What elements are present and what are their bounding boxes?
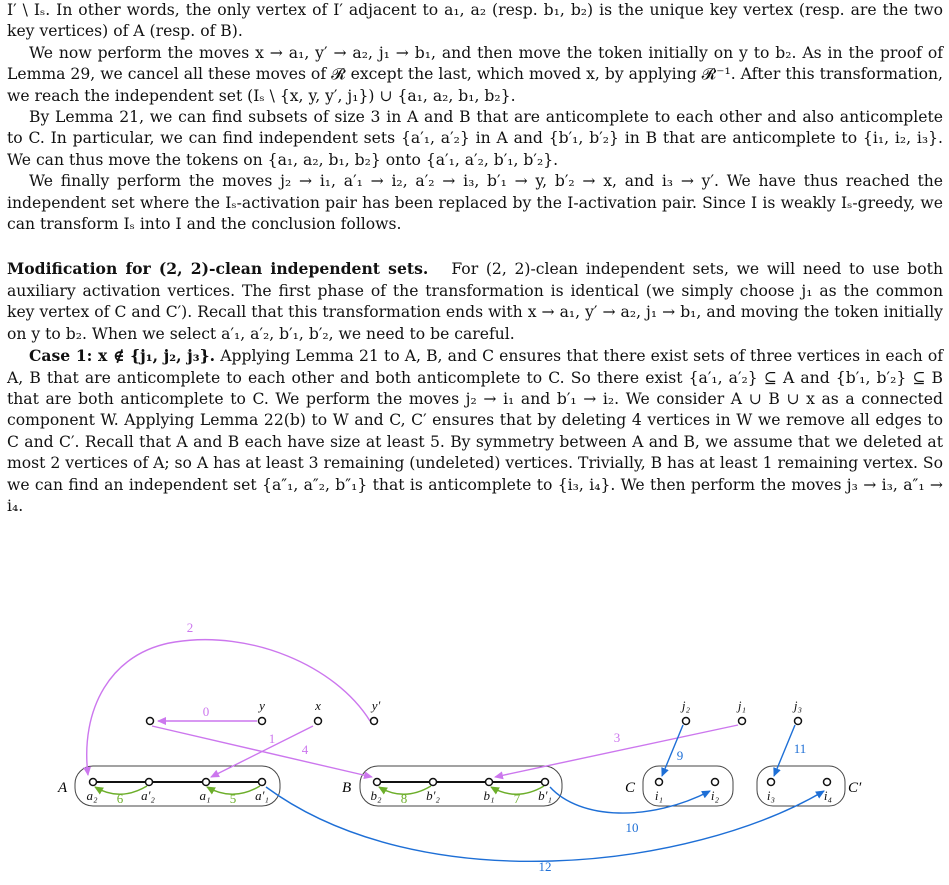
transformation-figure [0, 570, 949, 880]
label-b1: b₁ [483, 788, 495, 803]
paragraph-final-moves: We finally perform the moves j₂ → i₁, a′₁ → i₂, a′₂ → i₃, b′₁ → y, b′₂ → x, and i₃ → y′. We have thus reached the independent set where the Iₛ-activation pair has been replaced by the I-activation pair. Since I is weakly Iₛ-greedy, we can transform Iₛ into I and the conclusion follows. [7, 172, 943, 234]
group-label-Cprime: C′ [848, 780, 862, 796]
label-i2: i₂ [710, 788, 720, 803]
label-j1: j₁ [737, 698, 747, 713]
vertex-i4 [824, 779, 831, 786]
paragraph-moves: We now perform the moves x → a₁, y′ → a₂, j₁ → b₁, and then move the token initially on y to b₂. As in the proof of Lemma 29, we cancel all these moves of 𝓡 except the last, which moved x, by applying 𝓡⁻¹. After this transformation, we reach the independent set (Iₛ \ {x, y, y′, j₁}) ∪ {a₁, a₂, b₁, b₂}. [7, 43, 943, 105]
label-i1: i₁ [654, 788, 664, 803]
vertex-a2prime [146, 779, 153, 786]
vertex-x [315, 718, 322, 725]
label-a1prime: a′₁ [255, 788, 269, 803]
move-label-5: 5 [229, 791, 237, 806]
paragraph-modification [7, 258, 943, 345]
vertex-b1prime [542, 779, 549, 786]
move-label-11: 11 [793, 741, 807, 756]
label-i4: i₄ [823, 788, 833, 803]
move-label-10: 10 [625, 820, 639, 835]
modification-heading: Modification for (2, 2)-clean independent sets. [7, 259, 429, 279]
move-label-7: 7 [513, 791, 521, 806]
vertex-y-dangling [147, 718, 154, 725]
vertex-a2 [90, 779, 97, 786]
label-y: y [259, 698, 265, 713]
label-b1prime: b′₁ [538, 788, 552, 803]
vertices [90, 718, 831, 786]
move-label-6: 6 [116, 791, 124, 806]
vertex-i1 [656, 779, 663, 786]
move-label-1: 1 [268, 731, 276, 746]
move-label-4: 4 [301, 742, 309, 757]
move-label-12: 12 [538, 859, 552, 874]
paragraph-lemma21: By Lemma 21, we can find subsets of size 3 in A and B that are anticomplete to each other and also anticomplete to C. In particular, we can find independent sets {a′₁, a′₂} in A and {b′₁, b′₂} in B that are anticomplete to {i₁, i₂, i₃}. We can thus move the tokens on {a₁, a₂, b₁, b₂} onto {a′₁, a′₂, b′₁, b′₂}. [7, 108, 943, 169]
vertex-j2 [683, 718, 690, 725]
move-label-3: 3 [613, 730, 621, 745]
label-a1: a₁ [199, 788, 211, 803]
group-label-B: B [342, 780, 352, 796]
paragraph-case1 [7, 345, 943, 517]
group-label-C: C [625, 780, 636, 796]
label-x: x [315, 698, 321, 713]
move-label-9: 9 [676, 748, 684, 763]
vertex-b2 [374, 779, 381, 786]
label-i3: i₃ [766, 788, 776, 803]
vertex-y [259, 718, 266, 725]
case1-heading: Case 1: x ∉ {j₁, j₂, j₃}. [29, 346, 216, 366]
vertex-j1 [739, 718, 746, 725]
label-b2: b₂ [370, 788, 382, 803]
case1-text: Applying Lemma 21 to A, B, and C ensures that there exist sets of three vertices in each of A, B that are anticomplete to each other and both anticomplete to C. So there exist {a′₁, a′₂} ⊆ A and {b′₁, b′₂} ⊆ B that are both anticomplete to C. We perform the moves j₂ → i₁ and b′₁ → i₂. We consider A ∪ B ∪ x as a connected component W. Applying Lemma 22(b) to W and C, C′ ensures that by deleting 4 vertices in W we remove all edges to C and C′. Recall that A and B each have size at least 5. By symmetry between A and B, we assume that we deleted at most 2 vertices of A; so A has at least 3 remaining (undeleted) vertices. Trivially, B has at least 1 remaining vertex. So we can find an independent set {a″₁, a″₂, b″₁} that is anticomplete to {i₃, i₄}. We then perform the moves j₃ → i₃, a″₁ → i₄. [7, 347, 943, 515]
arrow-move-4 [152, 726, 372, 777]
group-label-A: A [58, 780, 68, 796]
group-box-B [360, 766, 562, 806]
vertex-i2 [712, 779, 719, 786]
vertex-b2prime [430, 779, 437, 786]
label-b2prime: b′₂ [426, 788, 440, 803]
modification-text: For (2, 2)-clean independent sets, we will need to use both auxiliary activation vertices. The first phase of the transformation is identical (we simply choose j₁ as the common key vertex of C and C′). Recall that this transformation ends with x → a₁, y′ → a₂, j₁ → b₁, and moving the token initially on y to b₂. When we select a′₁, a′₂, b′₁, b′₂, we need to be careful. [7, 260, 943, 343]
arrow-move-11 [774, 725, 795, 776]
label-j2: j₂ [681, 698, 691, 713]
vertex-b1 [486, 779, 493, 786]
move-label-2: 2 [186, 620, 194, 635]
vertex-i3 [768, 779, 775, 786]
label-a2: a₂ [86, 788, 98, 803]
vertex-a1 [203, 779, 210, 786]
move-label-8: 8 [400, 791, 408, 806]
paper-page [7, 0, 943, 517]
paragraph-continuation: I′ \ Iₛ. In other words, the only vertex of I′ adjacent to a₁, a₂ (resp. b₁, b₂) is the unique key vertex (resp. are the two key vertices) of A (resp. of B). [7, 1, 943, 41]
vertex-a1prime [259, 779, 266, 786]
label-yprime: y′ [371, 698, 381, 713]
vertex-yprime [371, 718, 378, 725]
vertex-j3 [795, 718, 802, 725]
label-j3: j₃ [793, 698, 803, 713]
arrow-move-2 [87, 640, 370, 775]
move-label-0: 0 [202, 704, 210, 719]
label-a2prime: a′₂ [141, 788, 155, 803]
group-box-A [75, 766, 280, 806]
